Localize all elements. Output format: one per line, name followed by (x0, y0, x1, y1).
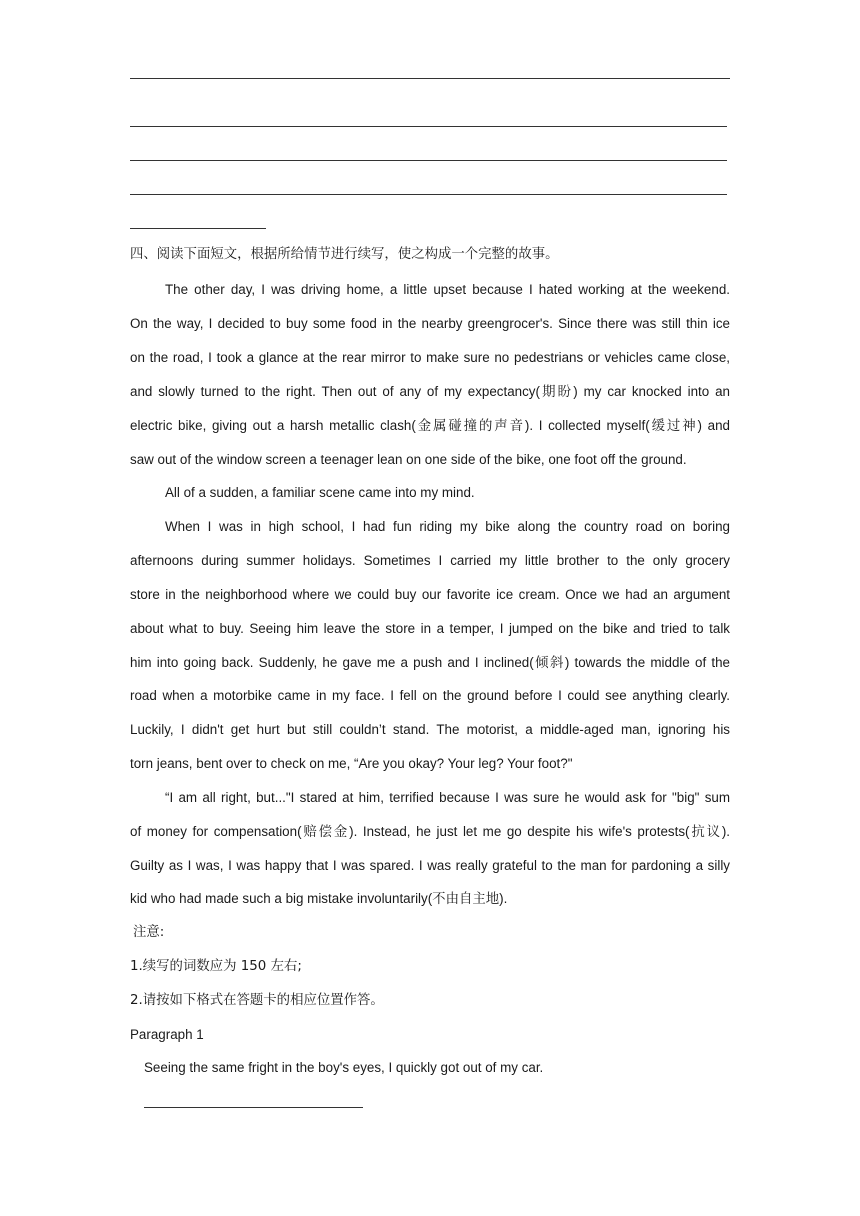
passage-line: kid who had made such a big mistake involuntarily(不由自主地). (130, 891, 508, 906)
passage-line: store in the neighborhood where we could buy our favorite ice cream. Once we had an argument (130, 587, 730, 602)
answer-line (130, 194, 727, 195)
passage-line: road when a motorbike came in my face. I fell on the ground before I could see anything clearly. (130, 688, 730, 703)
passage-line: When I was in high school, I had fun riding my bike along the country road on boring (165, 519, 730, 534)
answer-line (130, 160, 727, 161)
section-heading: 四、阅读下面短文，根据所给情节进行续写，使之构成一个完整的故事。 (130, 247, 559, 262)
paragraph-label: Paragraph 1 (130, 1027, 204, 1042)
passage-line: him into going back. Suddenly, he gave me a push and I inclined(倾斜) towards the middle of the (130, 655, 730, 670)
passage-line: The other day, I was driving home, a little upset because I hated working at the weekend. (165, 282, 730, 297)
passage-line: of money for compensation(赔偿金). Instead, he just let me go despite his wife's protests(抗议). (130, 824, 730, 839)
passage-line: On the way, I decided to buy some food in the nearby greengrocer's. Since there was still thin ice (130, 316, 730, 331)
passage-line: saw out of the window screen a teenager lean on one side of the bike, one foot off the ground. (130, 452, 687, 467)
passage-line: and slowly turned to the right. Then out of any of my expectancy(期盼) my car knocked into an (130, 384, 730, 399)
passage-line: electric bike, giving out a harsh metallic clash(金属碰撞的声音). I collected myself(缓过神) and (130, 418, 730, 433)
passage-line: All of a sudden, a familiar scene came into my mind. (165, 485, 475, 500)
passage-line: afternoons during summer holidays. Sometimes I carried my little brother to the only grocery (130, 553, 730, 568)
notes-label: 注意: (133, 925, 165, 940)
passage-line: Guilty as I was, I was happy that I was spared. I was really grateful to the man for pardoning a silly (130, 858, 730, 873)
passage-line: Luckily, I didn't get hurt but still couldn’t stand. The motorist, a middle-aged man, ignoring his (130, 722, 730, 737)
answer-line (130, 78, 730, 79)
paragraph-start: Seeing the same fright in the boy's eyes, I quickly got out of my car. (144, 1060, 544, 1075)
answer-line (130, 126, 727, 127)
passage-line: torn jeans, bent over to check on me, “Are you okay? Your leg? Your foot?" (130, 756, 573, 771)
passage-line: about what to buy. Seeing him leave the store in a temper, I jumped on the bike and tried to talk (130, 621, 730, 636)
note-item: 1.续写的词数应为 150 左右; (130, 959, 302, 974)
answer-line (130, 228, 266, 229)
note-item: 2.请按如下格式在答题卡的相应位置作答。 (130, 993, 384, 1008)
passage-line: on the road, I took a glance at the rear mirror to make sure no pedestrians or vehicles came close, (130, 350, 730, 365)
passage-line: “I am all right, but..."I stared at him, terrified because I was sure he would ask for "big" sum (165, 790, 730, 805)
answer-line (144, 1107, 363, 1108)
